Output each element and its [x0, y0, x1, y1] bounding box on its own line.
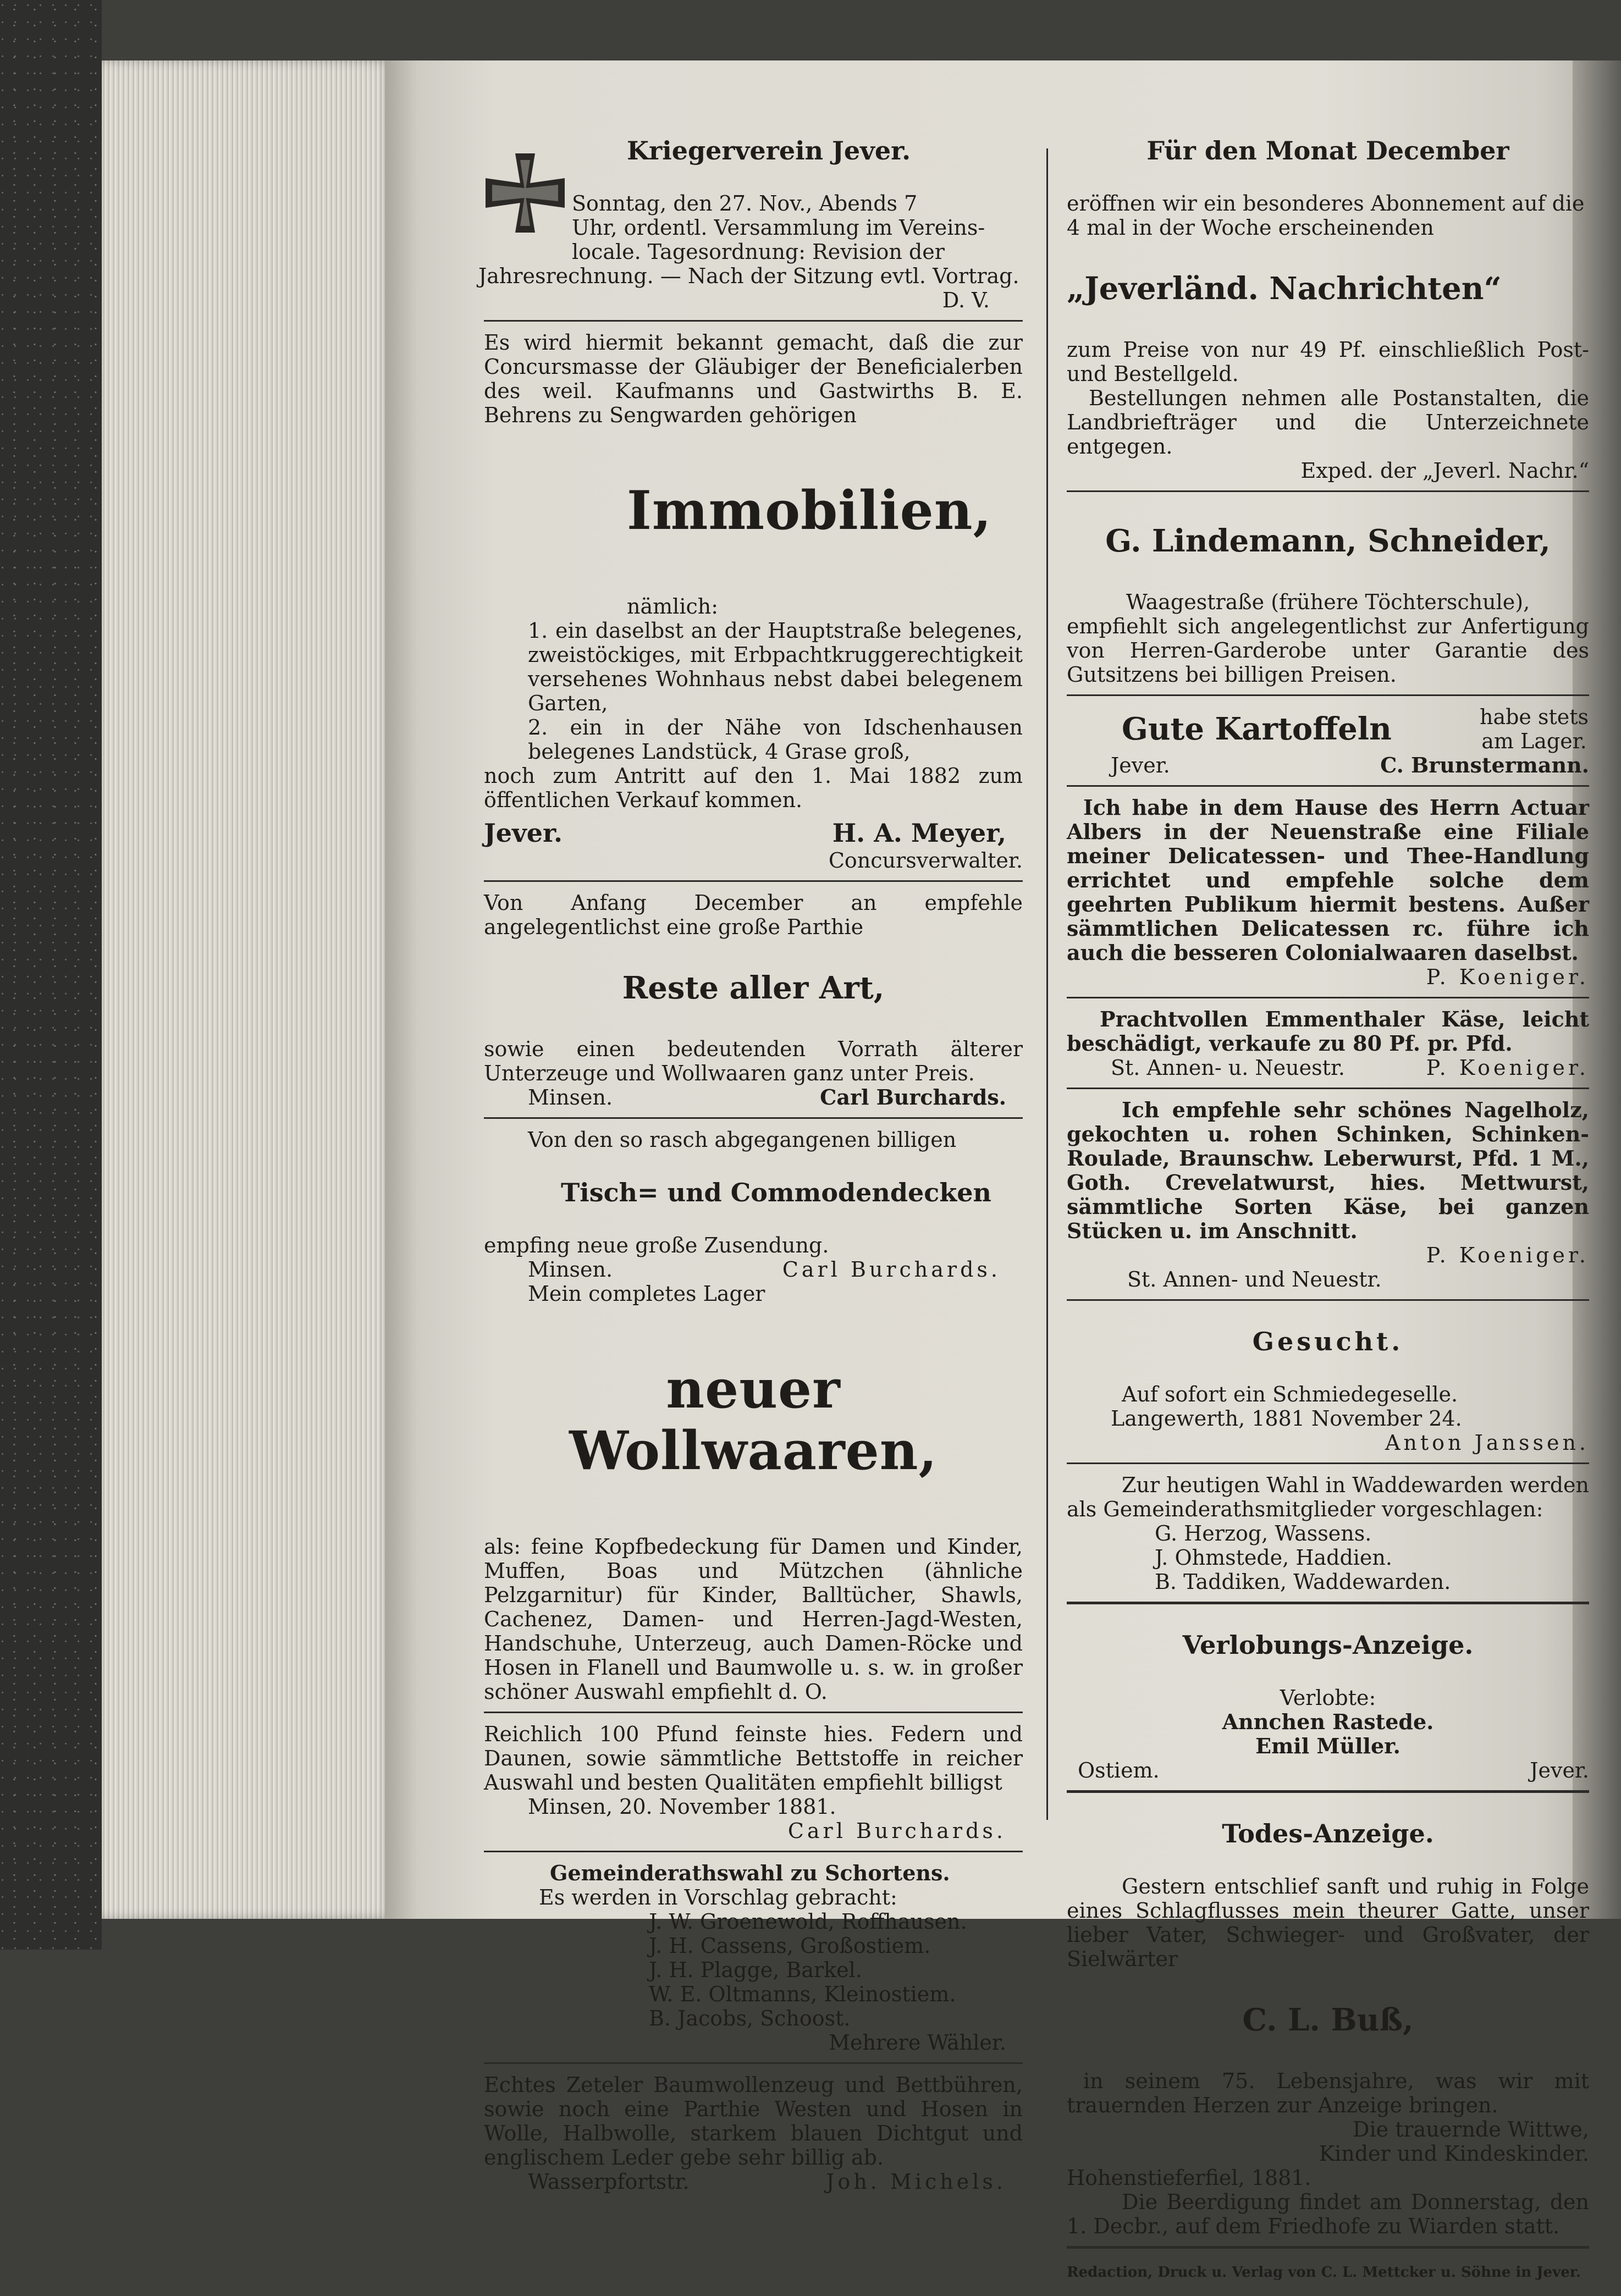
abonnement-body: zum Preise von nur 49 Pf. einschließlich Post- und Bestellgeld.: [1067, 338, 1589, 386]
divider: [1067, 2246, 1589, 2249]
ad-federn: [484, 1722, 1023, 1843]
reste-intro: Von Anfang December an empfehle angelegentlichst eine große Parthie: [484, 891, 1023, 939]
koeniger-filiale-body: Ich habe in dem Hause des Herrn Actuar Albers in der Neuenstraße eine Filiale meiner Delicatessen- und Thee-Handlung errichtet und empfehle solche dem geehrten Publikum hiermit bestens. Außer sämmtlichen Delicatessen rc. führe ich auch die besseren Colonialwaaren daselbst.: [1067, 795, 1589, 965]
abonnement-paper: „Jeverländ. Nachrichten“: [1067, 271, 1502, 307]
koeniger-wurst-name: P. Koeniger.: [1426, 1243, 1589, 1267]
immobilien-role: Concursverwalter.: [828, 848, 1023, 873]
ad-koeniger-wurst: [1067, 1098, 1589, 1292]
schortens-intro: Es werden in Vorschlag gebracht:: [539, 1885, 897, 1909]
tisch-title: Tisch= und Commodendecken: [561, 1178, 991, 1207]
lindemann-title: G. Lindemann, Schneider,: [1105, 523, 1551, 559]
divider: [1067, 1299, 1589, 1301]
ad-waddewarden: [1067, 1473, 1589, 1594]
ad-kartoffeln: [1067, 705, 1589, 777]
schortens-candidate: J. W. Groenewold, Roffhausen.: [649, 1909, 967, 1934]
reste-name: Carl Burchards.: [820, 1085, 1006, 1110]
kartoffeln-place: Jever.: [1111, 753, 1170, 777]
todes-burial: Die Beerdigung findet am Donnerstag, den 1. Decbr., auf dem Friedhofe zu Wiarden statt.: [1067, 2190, 1589, 2238]
verlobung-title: Verlobungs-Anzeige.: [1182, 1630, 1474, 1660]
kriegerverein-line: Sonntag, den 27. Nov., Abends 7: [572, 191, 918, 216]
ad-todesanzeige: [1067, 1818, 1589, 2238]
koeniger-kaese-place: St. Annen- u. Neuestr.: [1111, 1056, 1345, 1080]
left-column: [478, 110, 1023, 2194]
koeniger-wurst-body: Ich empfehle sehr schönes Nagelholz, gekochten u. rohen Schinken, Schinken-Roulade, Braunschw. Leberwurst, Pfd. 1 M., Goth. Crevelatwurst, hies. Mettwurst, sämmtliche Sorten Käse, bei ganzen Stücken u. im Anschnitt.: [1067, 1097, 1589, 1243]
ad-abonnement: [1067, 135, 1589, 483]
koeniger-kaese-body: Prachtvollen Emmenthaler Käse, leicht beschädigt, verkaufe zu 80 Pf. pr. Pfd.: [1067, 1007, 1589, 1056]
koeniger-filiale-name: P. Koeniger.: [1426, 965, 1589, 989]
kartoffeln-name: C. Brunstermann.: [1380, 753, 1589, 777]
koeniger-kaese-name: P. Koeniger.: [1426, 1056, 1589, 1080]
divider: [1067, 490, 1589, 492]
kartoffeln-title: Gute Kartoffeln: [1122, 711, 1392, 747]
wollwaaren-intro: Mein completes Lager: [528, 1282, 765, 1306]
divider: [484, 880, 1023, 882]
wollwaaren-body: als: feine Kopfbedeckung für Damen und Kinder, Muffen, Boas und Mützchen (ähnliche Pelzgarnitur) für Kinder, Balltücher, Shawls, Cachenez, Damen- und Herren-Jagd-Westen, Handschuhe, Unterzeug, auch Damen-Röcke und Hosen in Flanell und Baumwolle u. s. w. in großer schöner Auswahl empfiehlt d. O.: [484, 1535, 1023, 1704]
schortens-candidate: J. H. Cassens, Großostiem.: [649, 1934, 931, 1958]
schortens-title: Gemeinderathswahl zu Schortens.: [550, 1861, 950, 1885]
ad-reste: [484, 891, 1023, 1110]
book-page-edges: [102, 60, 393, 1919]
wollwaaren-title: neuer Wollwaaren,: [569, 1358, 938, 1482]
tisch-name: Carl Burchards.: [782, 1257, 1001, 1282]
kriegerverein-signature: D. V.: [942, 288, 990, 312]
divider: [1067, 997, 1589, 998]
divider: [1067, 1462, 1589, 1464]
ad-wahl-schortens: [484, 1861, 1023, 2055]
abonnement-signature: Exped. der „Jeverl. Nachr.“: [1300, 459, 1589, 483]
koeniger-wurst-place: St. Annen- und Neuestr.: [1127, 1267, 1382, 1292]
todes-name: C. L. Buß,: [1242, 2002, 1414, 2038]
column-divider: [1046, 148, 1048, 1820]
tisch-body: empfing neue große Zusendung.: [484, 1233, 829, 1257]
schortens-candidate: B. Jacobs, Schoost.: [649, 2006, 851, 2030]
kriegerverein-title: Kriegerverein Jever.: [627, 136, 911, 165]
immobilien-namlich: nämlich:: [627, 594, 719, 619]
imprint: Redaction, Druck u. Verlag von C. L. Mettcker u. Söhne in Jever.: [1067, 2264, 1581, 2281]
verlobung-place-2: Jever.: [1530, 1758, 1589, 1782]
waddewarden-body: Zur heutigen Wahl in Waddewarden werden als Gemeinderathsmitglieder vorgeschlagen:: [1067, 1473, 1589, 1521]
reste-body: sowie einen bedeutenden Vorrath älterer Unterzeuge und Wollwaaren ganz unter Preis.: [484, 1037, 1023, 1085]
ad-koeniger-filiale: [1067, 796, 1589, 989]
waddewarden-candidate: G. Herzog, Wassens.: [1155, 1521, 1372, 1546]
gesucht-title: Gesucht.: [1252, 1327, 1404, 1356]
kriegerverein-line: Jahresrechnung. — Nach der Sitzung evtl. Vortrag.: [478, 264, 1019, 288]
todes-body2: in seinem 75. Lebensjahre, was wir mit trauernden Herzen zur Anzeige bringen.: [1067, 2069, 1589, 2117]
verlobung-place-1: Ostiem.: [1078, 1758, 1160, 1782]
iron-cross-icon: [484, 152, 566, 234]
immobilien-item-1: 1. ein daselbst an der Hauptstraße belegenes, zweistöckiges, mit Erbpachtkruggerechtigkeit versehenes Wohnhaus nebst dabei belegenem Garten,: [528, 619, 1023, 715]
ad-tischdecken: [484, 1128, 1023, 1282]
immobilien-closing: noch zum Antritt auf den 1. Mai 1882 zum öffentlichen Verkauf kommen.: [484, 764, 1023, 812]
gesucht-body: Auf sofort ein Schmiedegeselle.: [1122, 1382, 1458, 1406]
ad-zeteler: [484, 2073, 1023, 2194]
kriegerverein-line: locale. Tagesordnung: Revision der: [572, 240, 945, 264]
divider: [1067, 1602, 1589, 1604]
abonnement-title: Für den Monat December: [1146, 136, 1509, 165]
ad-verlobung: [1067, 1630, 1589, 1782]
schortens-candidate: J. H. Plagge, Barkel.: [649, 1958, 862, 1982]
abonnement-line: eröffnen wir ein besonderes Abonnement auf die: [1067, 191, 1585, 216]
kartoffeln-note: habe stets am Lager.: [1479, 705, 1589, 753]
waddewarden-candidate: J. Ohmstede, Haddien.: [1155, 1546, 1392, 1570]
kriegerverein-line: Uhr, ordentl. Versammlung im Vereins-: [572, 216, 985, 240]
immobilien-name: H. A. Meyer,: [832, 818, 1006, 848]
verlobung-name-2: Emil Müller.: [1255, 1734, 1401, 1758]
divider: [1067, 785, 1589, 787]
todes-title: Todes-Anzeige.: [1222, 1819, 1434, 1848]
abonnement-line: 4 mal in der Woche erscheinenden: [1067, 216, 1434, 240]
divider: [484, 1712, 1023, 1713]
ad-koeniger-kaese: [1067, 1007, 1589, 1080]
immobilien-intro: Es wird hiermit bekannt gemacht, daß die zur Concursmasse der Gläubiger der Beneficialerben des weil. Kaufmanns und Gastwirths B. E. Behrens zu Sengwarden gehörigen: [484, 330, 1023, 427]
verlobung-name-1: Annchen Rastede.: [1222, 1709, 1434, 1734]
lindemann-address: Waagestraße (frühere Töchterschule),: [1126, 590, 1530, 614]
divider: [1067, 694, 1589, 696]
ad-wollwaaren: [484, 1282, 1023, 1704]
ad-immobilien: [484, 330, 1023, 873]
immobilien-place: Jever.: [484, 818, 563, 848]
federn-body: Reichlich 100 Pfund feinste hies. Federn und Daunen, sowie sämmtliche Bettstoffe in reicher Auswahl und besten Qualitäten empfiehlt billigst: [484, 1722, 1023, 1795]
waddewarden-candidate: B. Taddiken, Waddewarden.: [1155, 1570, 1451, 1594]
tisch-intro: Von den so rasch abgegangenen billigen: [528, 1128, 957, 1152]
todes-mourners-1: Die trauernde Wittwe,: [1353, 2117, 1589, 2142]
todes-body: Gestern entschlief sanft und ruhig in Folge eines Schlagflusses mein theurer Gatte, unser lieber Vater, Schwieger- und Großvater, der Sielwärter: [1067, 1874, 1589, 1971]
zeteler-place: Wasserpfortstr.: [528, 2170, 690, 2194]
federn-name: Carl Burchards.: [787, 1819, 1006, 1843]
scanner-background: [0, 0, 102, 1950]
reste-place: Minsen.: [528, 1085, 613, 1110]
gesucht-date: Langewerth, 1881 November 24.: [1111, 1406, 1462, 1431]
ad-lindemann: [1067, 523, 1589, 687]
schortens-candidate: W. E. Oltmanns, Kleinostiem.: [649, 1982, 956, 2006]
todes-mourners-2: Kinder und Kindeskinder.: [1319, 2142, 1589, 2166]
divider: [484, 1851, 1023, 1852]
reste-title: Reste aller Art,: [622, 970, 885, 1006]
federn-date: Minsen, 20. November 1881.: [528, 1795, 836, 1819]
right-column: [1067, 110, 1589, 2296]
ad-gesucht: [1067, 1326, 1589, 1455]
divider: [484, 320, 1023, 322]
immobilien-item-2: 2. ein in der Nähe von Idschenhausen belegenes Landstück, 4 Grase groß,: [528, 715, 1023, 764]
immobilien-title: Immobilien,: [627, 479, 992, 542]
abonnement-body2: Bestellungen nehmen alle Postanstalten, die Landbriefträger und die Unterzeichnete entgegen.: [1067, 386, 1589, 459]
divider: [1067, 1790, 1589, 1793]
todes-place-date: Hohenstieferfiel, 1881.: [1067, 2166, 1311, 2190]
divider: [484, 1117, 1023, 1119]
zeteler-name: Joh. Michels.: [826, 2170, 1006, 2194]
lindemann-body: empfiehlt sich angelegentlichst zur Anfertigung von Herren-Garderobe unter Garantie des Gutsitzens bei billigen Preisen.: [1067, 614, 1589, 687]
zeteler-body: Echtes Zeteler Baumwollenzeug und Bettbühren, sowie noch eine Parthie Westen und Hosen in Wolle, Halbwolle, starkem blauen Dichtgut und englischem Leder gebe sehr billig ab.: [484, 2073, 1023, 2170]
tisch-place: Minsen.: [528, 1257, 613, 1282]
ad-kriegerverein: [478, 135, 1023, 312]
divider: [484, 2062, 1023, 2064]
schortens-signature: Mehrere Wähler.: [829, 2030, 1006, 2055]
gesucht-name: Anton Janssen.: [1385, 1431, 1589, 1455]
divider: [1067, 1088, 1589, 1089]
verlobung-label: Verlobte:: [1280, 1686, 1376, 1710]
